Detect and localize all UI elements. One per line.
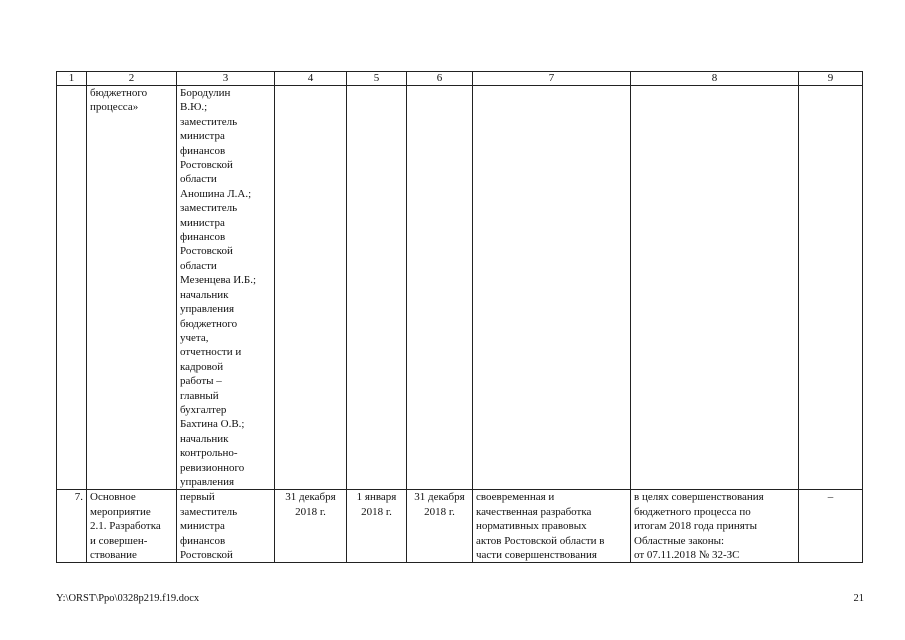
cell-text-line: министра <box>180 216 225 229</box>
cell-text-line: заместитель <box>180 505 238 518</box>
cell-text-line: заместитель <box>180 115 238 128</box>
footer-page-number: 21 <box>853 593 864 604</box>
cell-text-line: 1 января <box>356 491 397 504</box>
cell-text-line: 2.1. Разработка <box>90 520 161 533</box>
cell-text-line: управления <box>180 303 235 316</box>
cell-actual-start-date <box>347 490 407 563</box>
cell-text-line: Областные законы: <box>634 534 725 547</box>
cell-text-line: В.Ю.; <box>180 101 208 114</box>
cell-responsible <box>177 490 275 563</box>
table-row-continued <box>57 86 863 490</box>
header-col-9: 9 <box>799 72 863 86</box>
cell-text-line: управления <box>180 475 235 488</box>
cell-text-line: контрольно- <box>180 447 238 460</box>
cell-text-line: Аношина Л.А.; <box>180 187 252 200</box>
cell-text-line: бюджетного процесса по <box>634 505 751 518</box>
cell-reasons <box>799 86 863 490</box>
cell-text-line: качественная разработка <box>476 505 592 518</box>
cell-number <box>57 86 87 490</box>
cell-text-line: учета, <box>180 331 209 344</box>
cell-text-line: процесса» <box>90 101 139 114</box>
cell-text-line: Ростовской <box>180 245 233 258</box>
cell-text-line: заместитель <box>180 202 238 215</box>
cell-text-line: 2018 г. <box>295 505 326 518</box>
cell-text-line: 31 декабря <box>414 491 465 504</box>
cell-measure-name <box>87 86 177 490</box>
header-col-2: 2 <box>87 72 177 86</box>
cell-text-line: начальник <box>180 288 229 301</box>
cell-planned-result <box>473 86 631 490</box>
cell-text-line: своевременная и <box>476 491 555 504</box>
header-col-7: 7 <box>473 72 631 86</box>
cell-text-line: Основное <box>90 491 136 504</box>
cell-text-line: 2018 г. <box>361 505 392 518</box>
header-col-6: 6 <box>407 72 473 86</box>
cell-text-line: начальник <box>180 432 229 445</box>
cell-text-line: бюджетного <box>180 317 238 330</box>
cell-text-line: бухгалтер <box>180 403 227 416</box>
footer-file-path: Y:\ORST\Ppo\0328p219.f19.docx <box>56 593 200 604</box>
cell-planned-result <box>473 490 631 563</box>
header-col-8: 8 <box>631 72 799 86</box>
cell-text-line: Ростовской <box>180 159 233 172</box>
cell-plan-end-date <box>275 490 347 563</box>
cell-text-line: от 07.11.2018 № 32-ЗС <box>634 549 740 561</box>
cell-text-line: актов Ростовской области в <box>476 534 605 547</box>
cell-actual-start-date <box>347 86 407 490</box>
cell-text-line: Бахтина О.В.; <box>180 418 245 431</box>
cell-measure-name <box>87 490 177 563</box>
header-col-1: 1 <box>57 72 87 86</box>
cell-actual-result <box>631 490 799 563</box>
cell-text-line: и совершен- <box>90 534 148 547</box>
cell-plan-end-date <box>275 86 347 490</box>
cell-text-line: области <box>180 173 217 186</box>
cell-text-line: кадровой <box>180 360 224 373</box>
header-col-4: 4 <box>275 72 347 86</box>
cell-text-line: министра <box>180 130 225 143</box>
cell-text-line: ствование <box>90 549 137 561</box>
document-table <box>56 71 863 563</box>
cell-text-line: нормативных правовых <box>476 520 587 533</box>
cell-text-line: финансов <box>180 534 226 547</box>
cell-text-line: финансов <box>180 144 226 157</box>
cell-text-line: 31 декабря <box>285 491 336 504</box>
cell-text-line: части совершенствования <box>476 549 597 561</box>
cell-text-line: Бородулин <box>180 87 231 99</box>
cell-text-line: Мезенцева И.Б.; <box>180 274 257 287</box>
header-col-3: 3 <box>177 72 275 86</box>
cell-text-line: мероприятие <box>90 505 151 518</box>
cell-actual-end-date <box>407 490 473 563</box>
cell-text-line: 2018 г. <box>424 505 455 518</box>
cell-text-line: в целях совершенствования <box>634 491 764 504</box>
cell-text-line: бюджетного <box>90 87 148 99</box>
cell-actual-end-date <box>407 86 473 490</box>
cell-text-line: области <box>180 259 217 272</box>
cell-text-line: Ростовской <box>180 549 233 561</box>
cell-text-line: финансов <box>180 231 226 244</box>
header-row <box>57 72 863 86</box>
cell-text-line: министра <box>180 520 225 533</box>
cell-number: 7. <box>57 490 87 563</box>
cell-text-line: работы – <box>180 375 222 388</box>
header-col-5: 5 <box>347 72 407 86</box>
cell-text-line: главный <box>180 389 219 402</box>
cell-reasons: – <box>799 490 863 563</box>
cell-actual-result <box>631 86 799 490</box>
cell-text-line: ревизионного <box>180 461 245 474</box>
table-row-7 <box>57 490 863 563</box>
cell-responsible <box>177 86 275 490</box>
cell-text-line: первый <box>180 491 215 504</box>
cell-text-line: отчетности и <box>180 346 242 359</box>
cell-text-line: итогам 2018 года приняты <box>634 520 757 533</box>
